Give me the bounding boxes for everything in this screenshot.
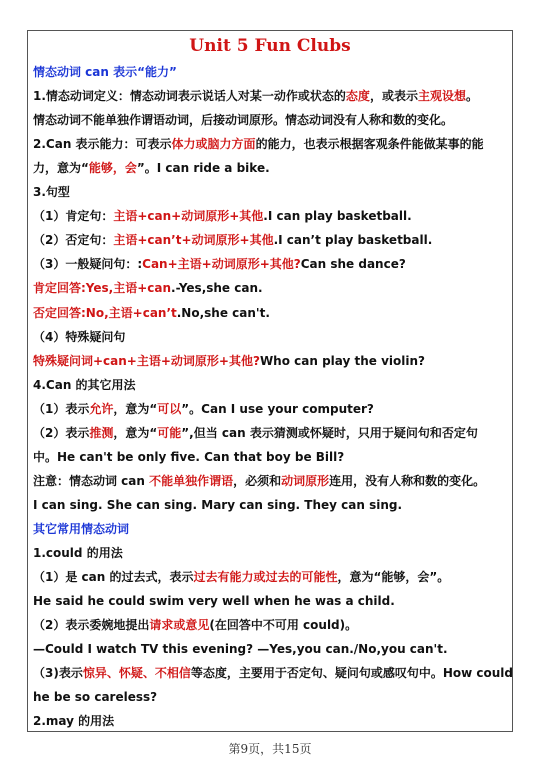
text-segment: 注意：情态动词 can	[33, 473, 150, 488]
text-segment: （2）表示	[33, 425, 90, 440]
text-segment: 主语+can’t+动词原形+其他	[113, 233, 274, 248]
text-segment: —Could I watch TV this evening? —Yes,you can./No,you can't.	[33, 642, 448, 657]
text-line	[33, 521, 511, 537]
text-line	[33, 497, 511, 513]
text-segment: 允许	[89, 401, 114, 416]
text-segment: 力，意为“	[33, 161, 89, 176]
text-segment: 特殊疑问词+can+主语+动词原形+其他?	[33, 353, 260, 368]
text-segment: Can+主语+动词原形+其他?	[142, 257, 301, 272]
text-segment: （1）是 can 的过去式，表示	[33, 570, 194, 585]
text-segment: 不能单独作谓语	[149, 473, 234, 488]
text-segment: Can she dance?	[300, 257, 406, 272]
text-segment: Who can play the violin?	[259, 353, 426, 368]
text-segment: 可能	[157, 425, 182, 440]
text-segment: 能够，会	[88, 161, 137, 176]
text-segment: 的能力，也表示根据客观条件能做某事的能	[255, 137, 484, 152]
text-line	[33, 208, 511, 224]
text-line	[33, 88, 511, 104]
page-title: Unit 5 Fun Clubs	[189, 36, 351, 56]
page-number: 第9页，共15页	[228, 742, 312, 756]
text-segment: 等态度，主要用于否定句、疑问句或感叹句中。How could	[190, 666, 514, 681]
text-line	[33, 449, 511, 465]
text-segment: .I can’t play basketball.	[273, 233, 433, 248]
text-segment: 情态动词 can 表示“能力”	[33, 65, 177, 79]
text-segment: 1.could 的用法	[33, 546, 123, 560]
text-segment: （3）一般疑问句：:	[33, 257, 143, 272]
text-segment: 主语+can+动词原形+其他	[113, 209, 264, 224]
text-segment: 态度	[345, 89, 370, 104]
text-line	[33, 617, 511, 633]
text-line	[33, 184, 511, 200]
text-line	[33, 713, 511, 729]
text-segment: 动词原形	[281, 473, 330, 488]
text-segment: ”。I can ride a bike.	[136, 161, 270, 176]
text-segment: 否定回答:No,主语+can’t	[33, 305, 177, 320]
text-segment: 。	[465, 89, 478, 104]
text-segment: 2.may 的用法	[33, 714, 115, 729]
text-line	[33, 665, 514, 681]
text-line	[33, 232, 511, 248]
text-segment: （3)表示	[33, 666, 83, 681]
text-segment: 请求或意见	[149, 618, 210, 633]
text-line	[33, 329, 511, 345]
text-segment: 连用，没有人称和数的变化。	[329, 473, 486, 488]
text-line	[33, 569, 511, 585]
text-segment: （2）表示委婉地提出	[33, 618, 150, 633]
text-segment: 情态动词不能单独作谓语动词，后接动词原形。情态动词没有人称和数的变化。	[33, 113, 454, 128]
text-segment: 惊异、怀疑、不相信	[82, 666, 191, 681]
text-line	[33, 64, 511, 80]
text-segment: I can sing. She can sing. Mary can sing. They can sing.	[33, 497, 403, 512]
text-line	[33, 689, 511, 705]
text-line	[33, 305, 511, 321]
text-segment: 推测	[89, 425, 114, 440]
text-segment: 体力或脑力方面	[171, 137, 256, 152]
text-line	[33, 473, 511, 489]
text-segment: （4）特殊疑问句	[33, 329, 126, 344]
text-segment: ，意为“	[113, 425, 158, 440]
text-line	[33, 425, 511, 441]
text-segment: ”。Can I use your computer?	[181, 401, 374, 416]
text-line	[33, 136, 511, 152]
text-line	[33, 545, 511, 561]
text-segment: ，或表示	[369, 89, 418, 104]
text-segment: (在回答中不可用 could)。	[209, 618, 358, 633]
text-segment: 其它常用情态动词	[33, 521, 130, 536]
text-line	[33, 593, 511, 609]
text-segment: .-Yes,she can.	[171, 281, 263, 296]
text-segment: ，必须和	[233, 473, 282, 488]
text-segment: 肯定回答:Yes,主语+can	[33, 281, 172, 296]
text-line	[33, 112, 511, 128]
text-line	[33, 280, 511, 296]
text-line	[33, 401, 511, 417]
text-segment: ，意为“	[113, 401, 158, 416]
text-segment: 3.句型	[33, 185, 70, 200]
text-segment: He said he could swim very well when he was a child.	[33, 594, 395, 609]
text-segment: .I can play basketball.	[263, 209, 412, 224]
text-segment: .No,she can't.	[176, 305, 270, 320]
text-segment: 可以	[157, 401, 182, 416]
text-segment: （1）表示	[33, 401, 90, 416]
text-segment: 2.Can 表示能力：可表示	[33, 137, 172, 152]
text-segment: 过去有能力或过去的可能性	[193, 570, 338, 585]
text-segment: 主观设想	[417, 89, 466, 104]
text-line	[33, 641, 511, 657]
text-line	[33, 377, 511, 393]
text-segment: ，意为“能够，会”。	[337, 570, 450, 585]
text-segment: （1）肯定句：	[33, 209, 114, 224]
text-line	[33, 160, 511, 176]
text-line	[33, 353, 511, 369]
text-segment: 1.情态动词定义：情态动词表示说话人对某一动作或状态的	[33, 89, 346, 104]
text-segment: 4.Can 的其它用法	[33, 377, 136, 392]
text-segment: ”,但当 can 表示猜测或怀疑时，只用于疑问句和否定句	[181, 425, 478, 440]
text-segment: he be so careless?	[33, 690, 158, 705]
text-line	[33, 256, 511, 272]
text-segment: （2）否定句：	[33, 233, 114, 248]
text-segment: 中。He can't be only five. Can that boy be Bill?	[33, 449, 345, 464]
